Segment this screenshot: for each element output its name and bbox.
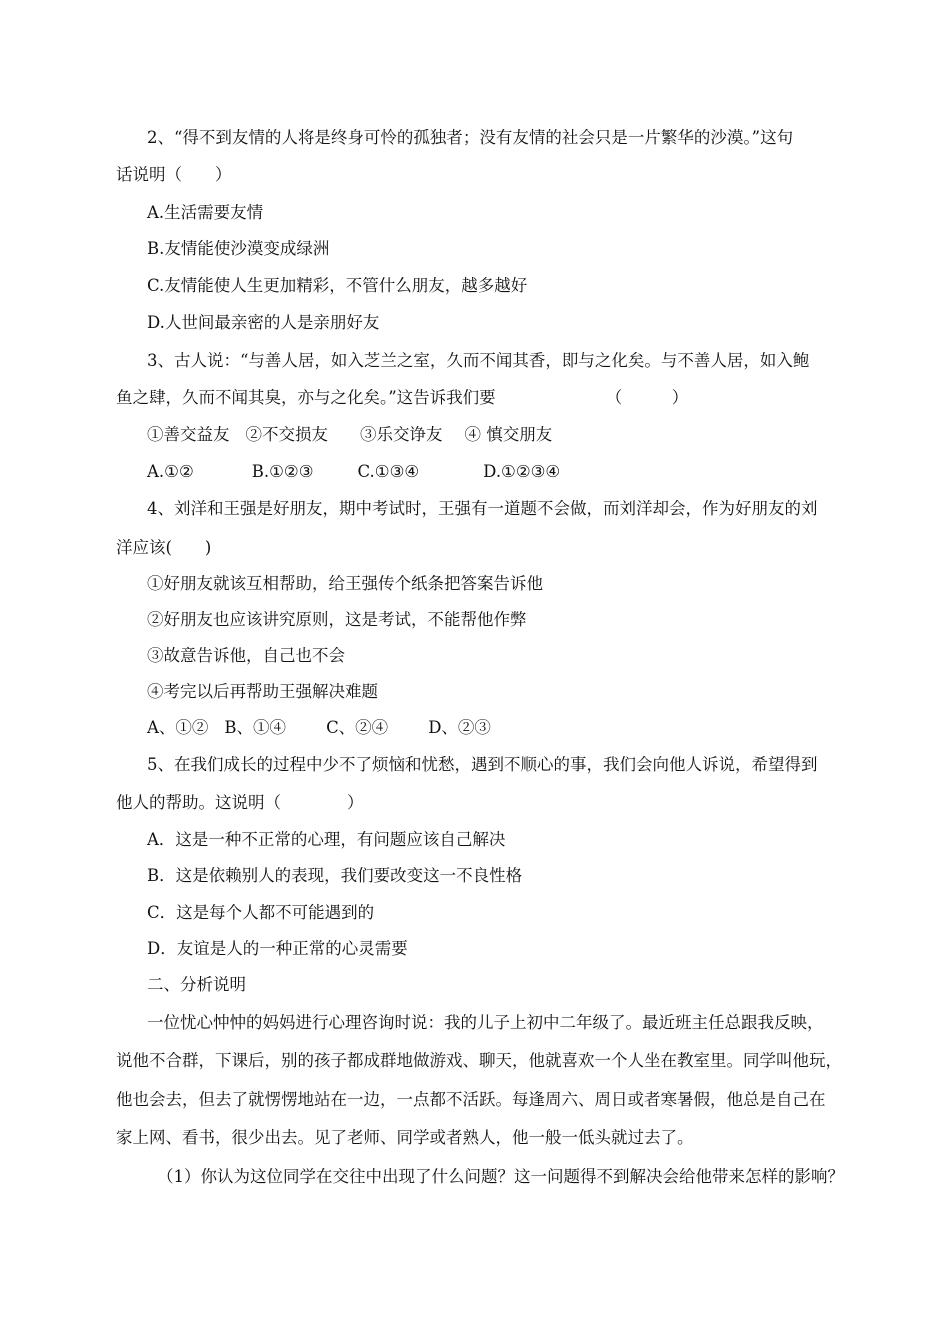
q3-stem-line1: 3、古人说：“与善人居，如入芝兰之室，久而不闻其香，即与之化矣。与不善人居，如入鲍 [147, 351, 810, 370]
q2-option-c: C.友情能使人生更加精彩，不管什么朋友，越多越好 [147, 276, 528, 295]
q4-stem-line1: 4、刘洋和王强是好朋友，期中考试时，王强有一道题不会做，而刘洋却会，作为好朋友的刘 [147, 499, 818, 518]
q5-stem-line2: 他人的帮助。这说明（ ） [116, 793, 364, 812]
q4-option-a: A、①② [147, 718, 209, 737]
q5-option-b: B．这是依赖别人的表现，我们要改变这一不良性格 [147, 866, 523, 885]
q3-item-4: ④ 慎交朋友 [464, 425, 553, 444]
q4-stem-line2: 洋应该( ) [116, 538, 212, 557]
q4-item-1: ①好朋友就该互相帮助，给王强传个纸条把答案告诉他 [147, 574, 543, 593]
q3-option-c: C.①③④ [357, 462, 420, 481]
q3-item-2: ②不交损友 [245, 425, 328, 444]
q3-option-d: D.①②③④ [483, 462, 561, 481]
q3-stem-text: 鱼之肆，久而不闻其臭，亦与之化矣。”这告诉我们要 [116, 388, 496, 407]
passage-line-4: 家上网、看书，很少出去。见了老师、同学或者熟人，他一般一低头就过去了。 [116, 1128, 694, 1147]
q4-item-3: ③故意告诉他，自己也不会 [147, 646, 345, 665]
passage-line-2: 说他不合群，下课后，别的孩子都成群地做游戏、聊天，他就喜欢一个人坐在教室里。同学叫他玩， [116, 1051, 842, 1070]
q3-option-b: B.①②③ [251, 462, 314, 481]
q3-stem-line2 [0, 387, 950, 409]
q3-options [0, 461, 950, 483]
q3-items [0, 424, 950, 446]
passage-line-1: 一位忧心忡忡的妈妈进行心理咨询时说：我的儿子上初中二年级了。最近班主任总跟我反映， [147, 1013, 824, 1032]
q3-item-3: ③乐交诤友 [360, 425, 443, 444]
q5-option-a: A．这是一种不正常的心理，有问题应该自己解决 [147, 830, 506, 849]
q4-option-b: B、①④ [224, 718, 287, 737]
q4-options [0, 717, 950, 739]
q3-option-a: A.①② [147, 462, 194, 481]
q5-option-c: C．这是每个人都不可能遇到的 [147, 903, 375, 922]
passage-line-3: 他也会去，但去了就愣愣地站在一边，一点都不活跃。每逢周六、周日或者寒暑假，他总是自己在 [116, 1090, 826, 1109]
q4-item-2: ②好朋友也应该讲究原则，这是考试，不能帮他作弊 [147, 610, 527, 629]
q2-stem-line1: 2、“得不到友情的人将是终身可怜的孤独者；没有友情的社会只是一片繁华的沙漠。”这句 [147, 128, 794, 147]
q5-option-d: D．友谊是人的一种正常的心灵需要 [147, 939, 408, 958]
q3-item-1: ①善交益友 [147, 425, 230, 444]
section-heading: 二、分析说明 [147, 975, 246, 994]
analysis-question-1: （1）你认为这位同学在交往中出现了什么问题？这一问题得不到解决会给他带来怎样的影响？ [157, 1167, 844, 1186]
q4-option-d: D、②③ [428, 718, 491, 737]
q5-stem-line1: 5、在我们成长的过程中少不了烦恼和忧愁，遇到不顺心的事，我们会向他人诉说，希望得到 [147, 755, 818, 774]
q2-option-d: D.人世间最亲密的人是亲朋好友 [147, 313, 380, 332]
q4-option-c: C、②④ [326, 718, 389, 737]
q2-option-b: B.友情能使沙漠变成绿洲 [147, 239, 330, 258]
q3-answer-paren: （ ） [605, 388, 689, 407]
q2-option-a: A.生活需要友情 [147, 203, 264, 222]
q2-stem-line2: 话说明（ ） [116, 165, 232, 184]
q4-item-4: ④考完以后再帮助王强解决难题 [147, 682, 378, 701]
